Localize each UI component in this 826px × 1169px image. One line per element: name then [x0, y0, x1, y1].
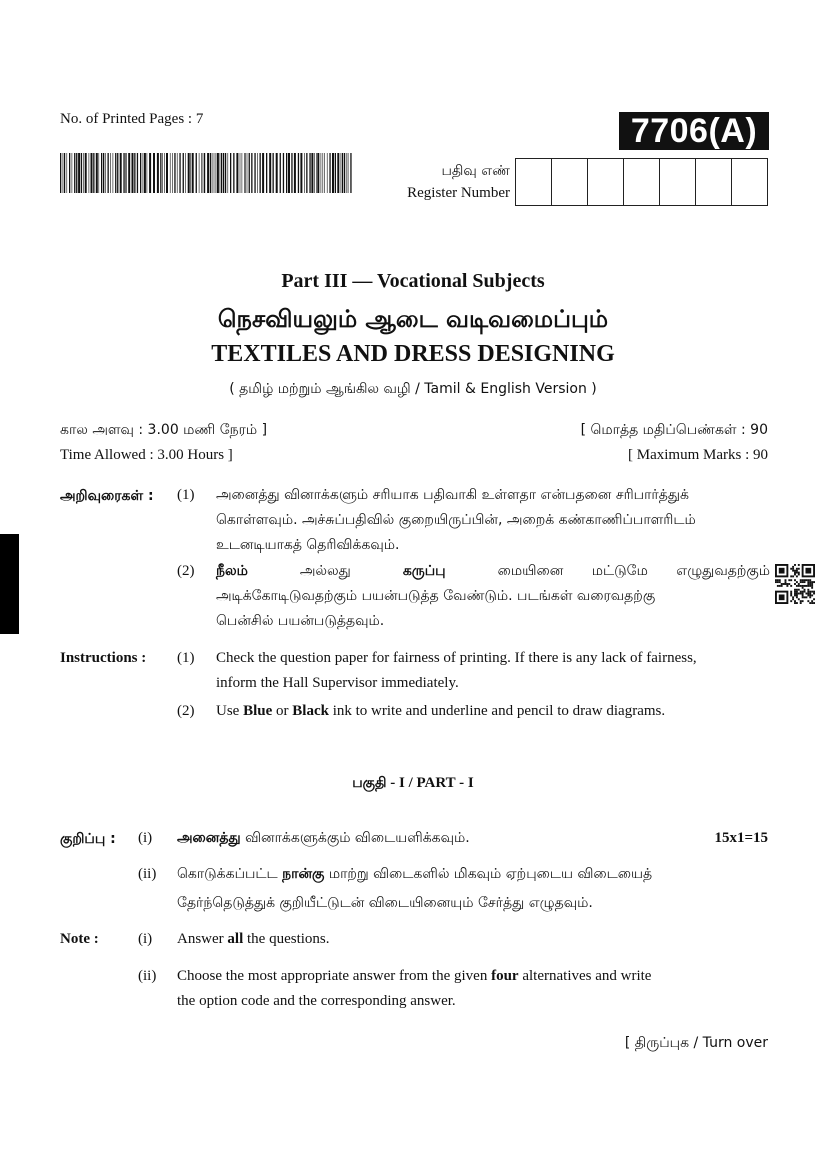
- bold-word: அனைத்து: [177, 830, 241, 846]
- note-english-number-i: (i): [138, 931, 153, 947]
- register-box[interactable]: [731, 159, 767, 205]
- bold-word: four: [491, 968, 519, 984]
- register-label: [380, 160, 510, 204]
- part-one-tamil: பகுதி: [352, 775, 387, 791]
- line: [216, 559, 770, 584]
- text: Choose the most appropriate answer from the given: [177, 968, 492, 984]
- time-tamil: கால அளவு : 3.00 மணி நேரம் ]: [60, 422, 268, 438]
- note-tamil-ii: [177, 862, 770, 916]
- text: கொடுக்கப்பட்ட: [177, 866, 283, 882]
- subject-title-tamil: நெசவியலும் ஆடை வடிவமைப்பும்: [217, 305, 609, 333]
- note-english-label: Note :: [60, 931, 99, 947]
- text: மாற்று விடைகளில் மிகவும் ஏற்புடைய விடையைத்: [324, 866, 653, 882]
- note-tamil-number-i: (i): [138, 830, 153, 846]
- line: Check the question paper for fairness of printing. If there is any lack of fairness,: [216, 650, 697, 666]
- word: அல்லது: [299, 563, 351, 579]
- line: தேர்ந்தெடுத்துக் குறியீட்டுடன் விடையினையும் சேர்த்து எழுதவும்.: [177, 895, 593, 911]
- paper-code: 7706(A): [619, 112, 769, 150]
- bold-word: Blue: [243, 703, 273, 719]
- bold-word: all: [227, 931, 244, 947]
- qr-code: [775, 564, 815, 604]
- register-box[interactable]: [516, 159, 551, 205]
- instruction-english-number-2: (2): [177, 703, 195, 719]
- note-english-i: [177, 931, 330, 948]
- line: பென்சில் பயன்படுத்தவும்.: [216, 613, 385, 629]
- barcode: [60, 153, 353, 193]
- turn-over: [625, 1035, 768, 1053]
- line: அடிக்கோடிடுவதற்கும் பயன்படுத்த வேண்டும். படங்கள் வரைவதற்கு: [216, 588, 656, 604]
- text: the questions.: [243, 931, 330, 947]
- line: inform the Hall Supervisor immediately.: [216, 675, 459, 691]
- part-one-english: - I / PART - I: [386, 775, 474, 791]
- note-tamil-number-ii: (ii): [138, 866, 157, 882]
- note-english-ii: [177, 964, 770, 1014]
- instructions-tamil-label: அறிவுரைகள் :: [60, 488, 154, 504]
- register-box[interactable]: [623, 159, 659, 205]
- text: Answer: [177, 931, 228, 947]
- bold-word: கருப்பு: [402, 563, 446, 579]
- side-marker: [0, 534, 19, 634]
- instruction-english-2: [216, 699, 772, 724]
- marks-allocation: 15x1=15: [714, 830, 768, 846]
- part-one-heading: [0, 775, 826, 793]
- register-box[interactable]: [551, 159, 587, 205]
- bold-word: நீலம்: [216, 563, 248, 579]
- text: ink to write and underline and pencil to draw diagrams.: [328, 703, 666, 719]
- line: [177, 964, 770, 989]
- printed-pages: No. of Printed Pages : 7: [60, 111, 204, 127]
- instructions-english-label: Instructions :: [60, 650, 147, 666]
- instruction-tamil-number-1: (1): [177, 487, 195, 503]
- line: உடனடியாகத் தெரிவிக்கவும்.: [216, 537, 400, 553]
- line: கொள்ளவும். அச்சுப்பதிவில் குறையிருப்பின், அறைக் கண்காணிப்பாளரிடம்: [216, 512, 696, 528]
- register-label-english: Register Number: [407, 185, 510, 201]
- bold-word: Black: [292, 703, 329, 719]
- register-box[interactable]: [695, 159, 731, 205]
- note-tamil-i: [177, 830, 470, 848]
- bold-word: நான்கு: [282, 866, 325, 882]
- part-heading: Part III — Vocational Subjects: [281, 270, 545, 292]
- line: the option code and the corresponding answer.: [177, 993, 456, 1009]
- text: or: [272, 703, 293, 719]
- register-number-boxes[interactable]: [515, 158, 768, 206]
- instruction-english-1: [216, 646, 772, 696]
- text: alternatives and write: [518, 968, 652, 984]
- register-box[interactable]: [587, 159, 623, 205]
- turn-over-text: [ திருப்புக / Turn over: [624, 1035, 768, 1051]
- text: வினாக்களுக்கும் விடையளிக்கவும்.: [240, 830, 470, 846]
- instruction-tamil-1: [216, 483, 770, 558]
- line: அனைத்து வினாக்களும் சரியாக பதிவாகி உள்ளதா என்பதனை சரிபார்த்துக்: [216, 487, 689, 503]
- instruction-tamil-number-2: (2): [177, 563, 195, 579]
- instruction-english-number-1: (1): [177, 650, 195, 666]
- note-english-number-ii: (ii): [138, 968, 157, 984]
- line: [177, 862, 770, 887]
- marks-tamil: [ மொத்த மதிப்பெண்கள் : 90: [580, 422, 768, 438]
- version-line: ( தமிழ் மற்றும் ஆங்கில வழி / Tamil & English Version ): [229, 381, 597, 397]
- note-tamil-label: குறிப்பு :: [60, 831, 116, 847]
- instruction-tamil-2: [216, 559, 770, 634]
- words: மையினை மட்டுமே எழுதுவதற்கும்: [497, 563, 770, 579]
- subject-title-english: TEXTILES AND DRESS DESIGNING: [211, 341, 615, 367]
- register-label-tamil: பதிவு எண்: [441, 163, 510, 179]
- time-english: Time Allowed : 3.00 Hours ]: [60, 447, 233, 463]
- marks-english: [ Maximum Marks : 90: [628, 447, 768, 463]
- register-box[interactable]: [659, 159, 695, 205]
- text: Use: [216, 703, 244, 719]
